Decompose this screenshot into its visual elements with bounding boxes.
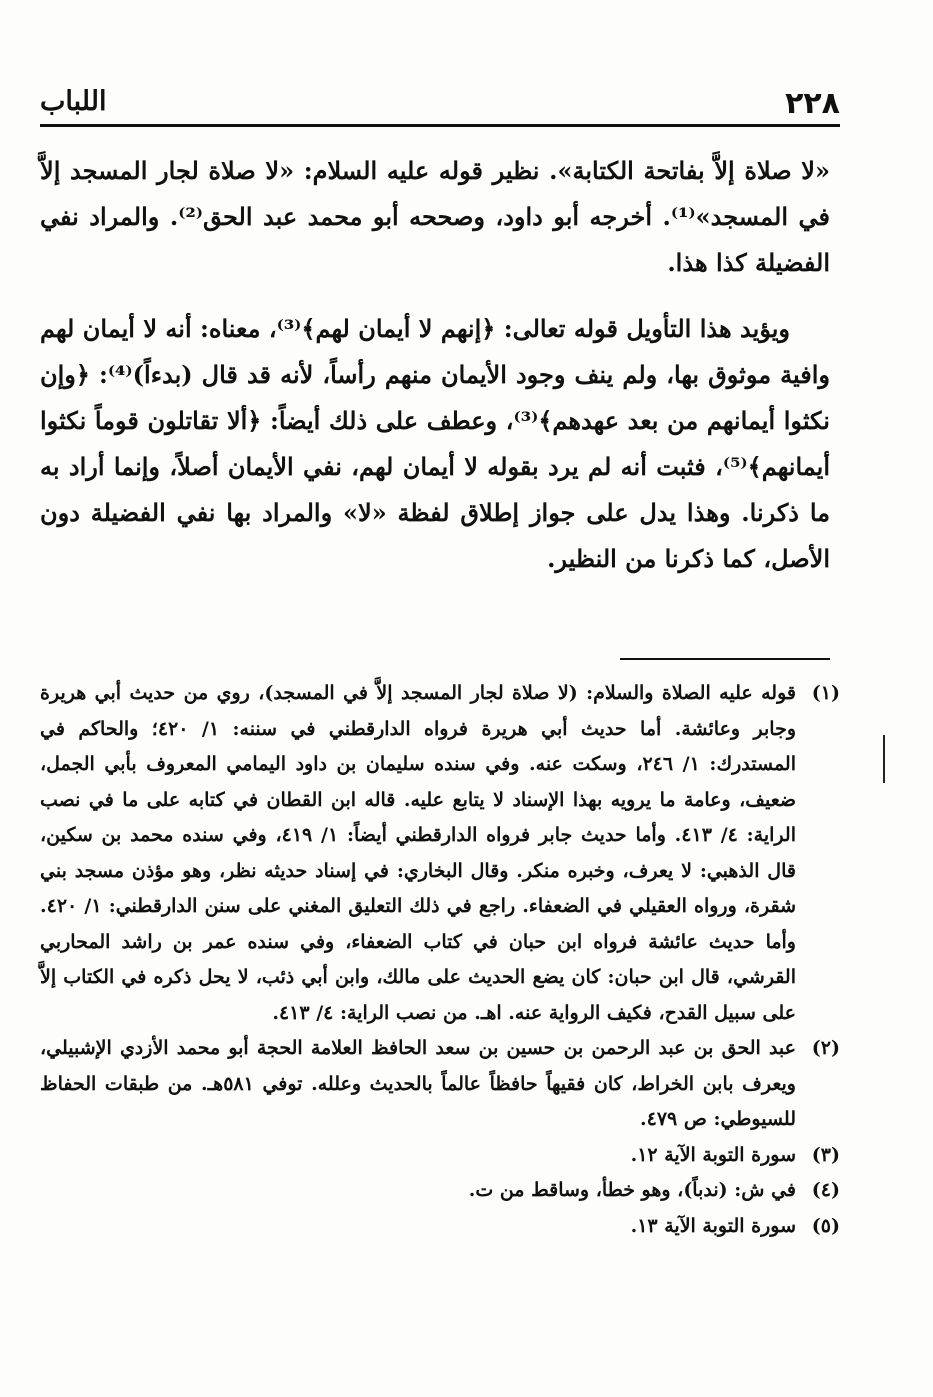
page-number: ٢٢٨	[785, 86, 840, 121]
header-rule	[40, 124, 840, 127]
running-title: اللباب	[40, 86, 107, 117]
footnote-text: عبد الحق بن عبد الرحمن بن حسين بن سعد الحافظ العلامة الحجة أبو محمد الأزدي الإشبيلي، ويعرف بابن الخراط، كان فقيهاً حافظاً عالماً بالحديث وعلله. توفي ٥٨١هـ. من طبقات الحفاظ للسيوطي: ص ٤٧٩.	[40, 1037, 796, 1130]
footnotes	[40, 676, 840, 1244]
footnote-text: قوله عليه الصلاة والسلام: (لا صلاة لجار المسجد إلاَّ في المسجد)، روي من حديث أبي هريرة وجابر وعائشة. أما حديث أبي هريرة فرواه الدارقطني في سننه: ١/ ٤٢٠؛ والحاكم في المستدرك: ١/ ٢٤٦، وسكت عنه. وفي سنده سليمان بن داود اليمامي المعروف بأبي الجمل، ضعيف، وعامة ما يرويه بهذا الإسناد لا يتابع عليه. قاله ابن القطان في كتابه على ما في نصب الراية: ٤/ ٤١٣. وأما حديث جابر فرواه الدارقطني أيضاً: ١/ ٤١٩، وفي سنده محمد بن سكين، قال الذهبي: لا يعرف، وخبره منكر. وقال البخاري: في إسناد حديثه نظر، وهو مؤذن مسجد بني شقرة، ورواه العقيلي في الضعفاء. راجع في ذلك التعليق المغني على سنن الدارقطني: ١/ ٤٢٠. وأما حديث عائشة فرواه ابن حبان في كتاب الضعفاء، وفي سنده عمر بن راشد المحاربي القرشي، قال ابن حبان: كان يضع الحديث على مالك، وابن أبي ذئب، لا يحل ذكره في الكتاب إلاَّ على سبيل القدح، فكيف الرواية عنه. اهـ. من نصب الراية: ٤/ ٤١٣.	[40, 682, 796, 1024]
footnote-3	[40, 1138, 840, 1174]
page-header	[40, 82, 840, 126]
footnote-text: سورة التوبة الآية ١٣.	[630, 1214, 796, 1237]
footnote-2	[40, 1031, 840, 1138]
margin-mark	[883, 735, 885, 783]
body-paragraph-2: ويؤيد هذا التأويل قوله تعالى: ﴿إنهم لا أيمان لهم﴾⁽³⁾، معناه: أنه لا أيمان لهم وافية موثوق بها، ولم ينف وجود الأيمان منهم رأساً، لأنه قد قال (بدءاً)⁽⁴⁾: ﴿وإن نكثوا أيمانهم من بعد عهدهم﴾⁽³⁾، وعطف على ذلك أيضاً: ﴿ألا تقاتلون قوماً نكثوا أيمانهم﴾⁽⁵⁾، فثبت أنه لم يرد بقوله لا أيمان لهم، نفي الأيمان أصلاً، وإنما أراد به ما ذكرنا. وهذا يدل على جواز إطلاق لفظة «لا» والمراد بها نفي الفضيلة دون الأصل، كما ذكرنا من النظير.	[40, 314, 830, 573]
footnote-text: في ش: (ندباً)، وهو خطأ، وساقط من ت.	[468, 1179, 796, 1201]
footnote-separator	[620, 658, 830, 660]
footnote-number: (٥)	[811, 1214, 840, 1237]
footnote-number: (١)	[811, 682, 840, 704]
footnote-text: سورة التوبة الآية ١٢.	[630, 1143, 796, 1166]
main-text	[40, 148, 830, 582]
body-paragraph-1: «لا صلاة إلاَّ بفاتحة الكتابة». نظير قوله عليه السلام: «لا صلاة لجار المسجد إلاَّ في المسجد»⁽¹⁾. أخرجه أبو داود، وصححه أبو محمد عبد الحق⁽²⁾. والمراد نفي الفضيلة كذا هذا.	[40, 156, 830, 277]
footnote-1	[40, 676, 840, 1031]
footnote-4	[40, 1173, 840, 1209]
footnote-number: (٤)	[811, 1179, 840, 1201]
footnote-number: (٢)	[811, 1037, 840, 1059]
footnote-number: (٣)	[811, 1143, 840, 1166]
footnote-5	[40, 1209, 840, 1245]
